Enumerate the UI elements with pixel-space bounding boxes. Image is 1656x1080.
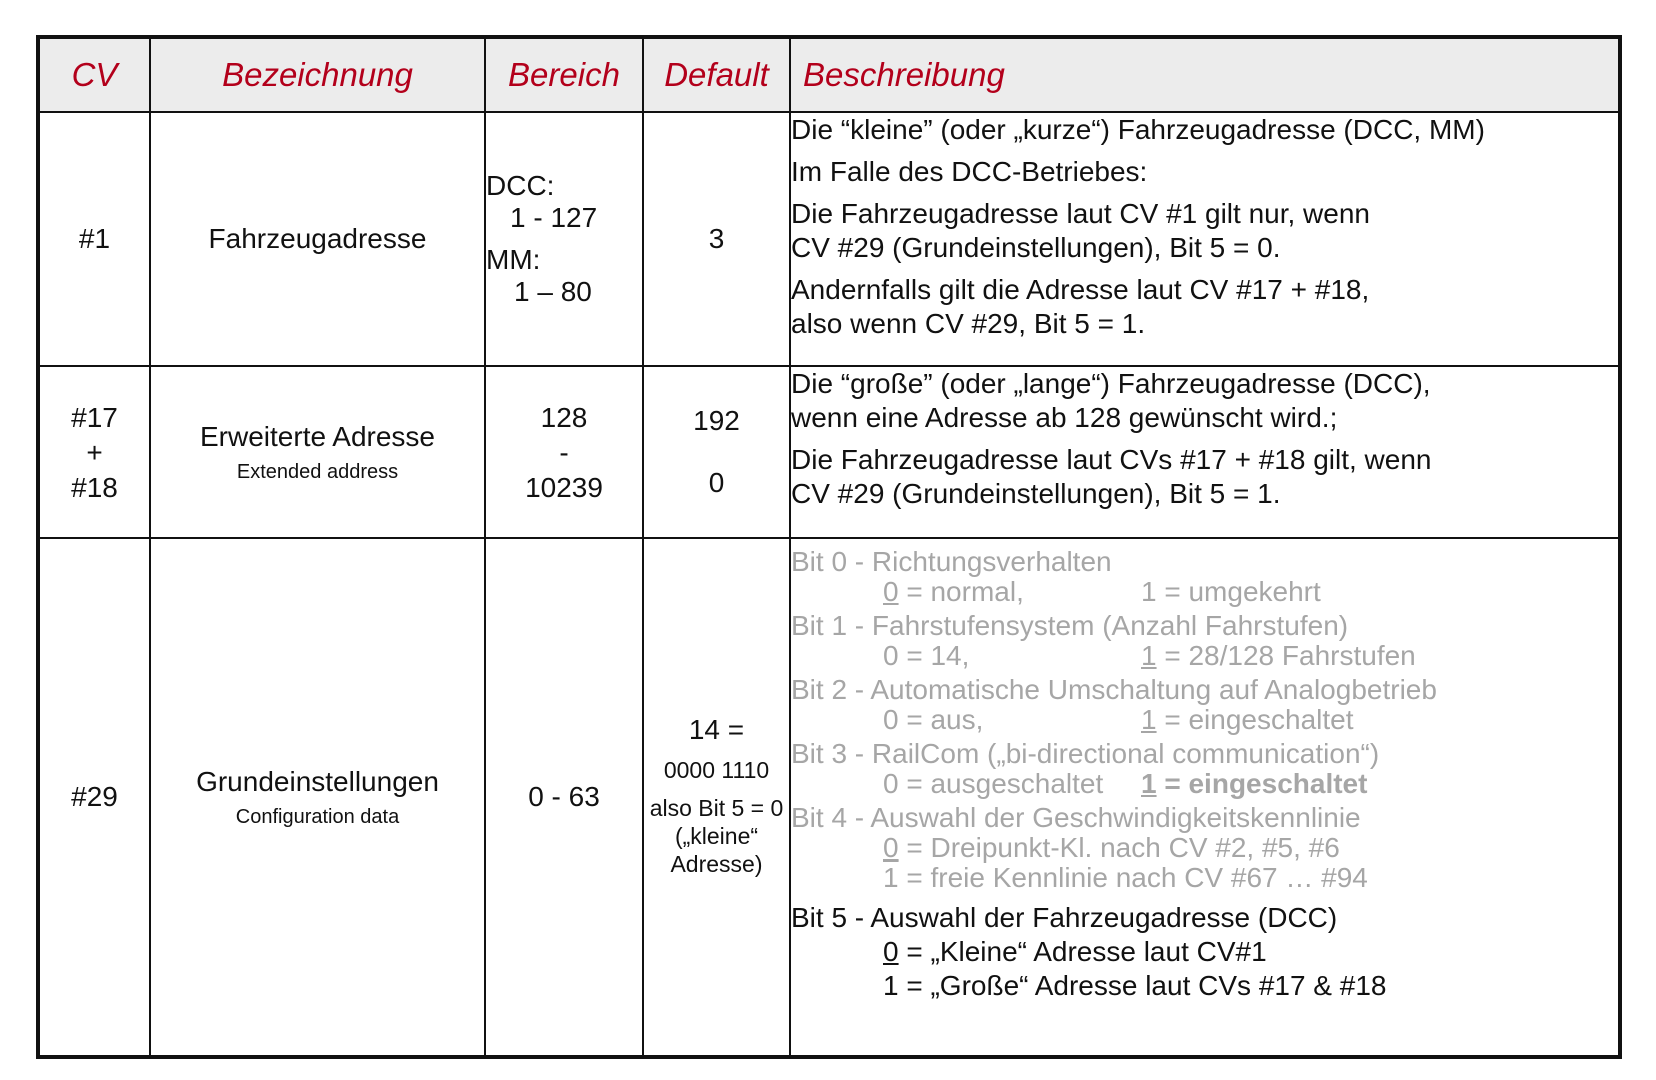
bit1-options [791,641,1618,671]
cv1-desc-p3 [791,197,1618,265]
cv17-name-sub: Extended address [236,460,399,483]
cv17-description [790,366,1620,538]
bit2-title: Bit 2 - Automatische Umschaltung auf Analogbetrieb [791,674,1437,705]
bit4-option-a [791,833,1618,863]
cv1-number: #1 [38,112,150,366]
bit0-title: Bit 0 - Richtungsverhalten [791,546,1112,577]
cv1-range-mm-label: MM: [486,244,541,275]
bit2-opt-b-val: 1 [1141,704,1157,735]
cv17-default-b: 0 [708,467,725,498]
bit3-opt-b-text: = eingeschaltet [1156,768,1368,799]
cv17-default [643,366,790,538]
header-bereich: Bereich [485,37,643,112]
bit5-opt-a-text: = „Kleine“ Adresse laut CV#1 [898,936,1267,967]
cv29-default [643,538,790,1057]
cv17-name-cell [150,366,485,538]
bit3-opt-b-val: 1 [1141,768,1157,799]
bit4-title: Bit 4 - Auswahl der Geschwindigkeitskennlinie [791,802,1361,833]
bit4-opt-b-val: 1 [883,862,899,893]
cv29-description [790,538,1620,1057]
bit1-opt-a: 0 = 14, [883,640,970,671]
cv17-desc-p1a: Die “große” (oder „lange“) Fahrzeugadresse (DCC), [791,368,1431,399]
cv17-desc-p2 [791,443,1618,511]
bit5-block [791,901,1618,1003]
bit2-opt-a: 0 = aus, [883,704,984,735]
cv29-bits-inactive [791,547,1618,893]
cv1-desc-p3a: Die Fahrzeugadresse laut CV #1 gilt nur, wenn [791,198,1370,229]
cv17-number-a: #17 [71,401,118,433]
bit4-opt-b-text: = freie Kennlinie nach CV #67 … #94 [898,862,1368,893]
cv17-range-dash: - [559,436,569,468]
cv1-default: 3 [643,112,790,366]
bit0-opt-a-val: 0 [883,576,899,607]
cv29-default-l5: Adresse) [670,851,763,877]
cv17-number [38,366,150,538]
table-row-cv1 [38,112,1620,366]
cv29-number: #29 [38,538,150,1057]
bit5-opt-b: 1 = „Große“ Adresse laut CVs #17 & #18 [883,970,1387,1001]
cv17-name: Erweiterte Adresse [200,420,435,452]
header-cv: CV [38,37,150,112]
header-default: Default [643,37,790,112]
bit0-opt-b: 1 = umgekehrt [1141,576,1321,607]
cv1-name: Fahrzeugadresse [150,112,485,366]
bit4-opt-a-text: = Dreipunkt-Kl. nach CV #2, #5, #6 [898,832,1340,863]
cv1-range-dcc-label: DCC: [486,170,555,201]
bit4-option-b [791,863,1618,893]
cv1-range-dcc-value: 1 - 127 [510,202,598,233]
cv29-default-l1: 14 = [688,714,745,745]
header-row [38,37,1620,112]
cv1-desc-p2: Im Falle des DCC-Betriebes: [791,156,1148,187]
header-bezeichnung: Bezeichnung [150,37,485,112]
cv1-range [485,112,643,366]
header-beschreibung: Beschreibung [790,37,1620,112]
cv1-desc-p1: Die “kleine” (oder „kurze“) Fahrzeugadresse (DCC, MM) [791,114,1485,145]
cv1-desc-p4 [791,273,1618,341]
bit5-opt-a-val: 0 [883,936,899,967]
bit5-option-b [791,969,1618,1003]
cv17-desc-p2a: Die Fahrzeugadresse laut CVs #17 + #18 gilt, wenn [791,444,1432,475]
cv17-range [485,366,643,538]
cv29-default-l2: 0000 1110 [663,757,770,783]
cv1-desc-p4a: Andernfalls gilt die Adresse laut CV #17 + #18, [791,274,1370,305]
bit1-opt-b-val: 1 [1141,640,1157,671]
bit3-title: Bit 3 - RailCom („bi-directional communication“) [791,738,1380,769]
cv1-desc-p3b: CV #29 (Grundeinstellungen), Bit 5 = 0. [791,232,1281,263]
bit3-opt-a: 0 = ausgeschaltet [883,768,1104,799]
cv29-range: 0 - 63 [485,538,643,1057]
cv17-default-a: 192 [693,405,740,436]
cv17-desc-p2b: CV #29 (Grundeinstellungen), Bit 5 = 1. [791,478,1281,509]
cv29-name: Grundeinstellungen [196,765,439,797]
cv17-desc-p1b: wenn eine Adresse ab 128 gewünscht wird.; [791,402,1338,433]
cv17-range-a: 128 [540,401,588,433]
cv29-default-l3: also Bit 5 = 0 [649,795,784,821]
cv17-plus: + [86,436,103,468]
bit3-options [791,769,1618,799]
bit0-options [791,577,1618,607]
bit4-opt-a-val: 0 [883,832,899,863]
bit2-options [791,705,1618,735]
cv29-name-sub: Configuration data [235,805,400,828]
bit1-title: Bit 1 - Fahrstufensystem (Anzahl Fahrstufen) [791,610,1349,641]
bit0-opt-a-text: = normal, [898,576,1024,607]
cv17-desc-p1 [791,367,1618,435]
cv29-default-l4: („kleine“ [674,823,759,849]
cv-table [36,35,1622,1059]
bit5-title: Bit 5 - Auswahl der Fahrzeugadresse (DCC) [791,902,1338,933]
cv17-range-b: 10239 [525,471,603,503]
bit5-option-a [791,935,1618,969]
bit1-opt-b-text: = 28/128 Fahrstufen [1156,640,1416,671]
cv29-name-cell [150,538,485,1057]
cv17-number-b: #18 [71,471,118,503]
cv1-desc-p4b: also wenn CV #29, Bit 5 = 1. [791,308,1146,339]
cv1-range-mm-value: 1 – 80 [514,276,592,307]
bit2-opt-b-text: = eingeschaltet [1156,704,1354,735]
table-row-cv17 [38,366,1620,538]
cv1-description [790,112,1620,366]
table-row-cv29 [38,538,1620,1057]
